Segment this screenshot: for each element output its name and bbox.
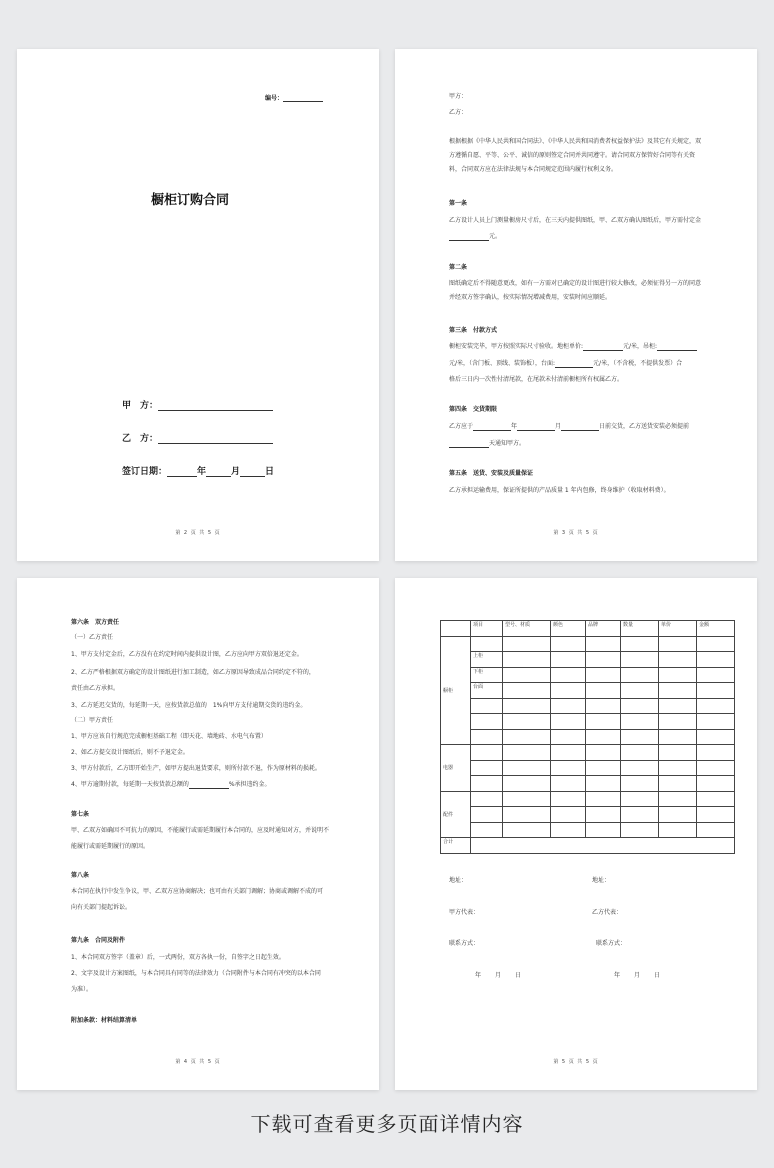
table-cell [551, 822, 586, 838]
table-cell [659, 822, 697, 838]
day-label: 日 [654, 972, 661, 979]
table-cell [659, 807, 697, 823]
contact-a: 联系方式： [449, 940, 480, 947]
text-span: 天通知甲方。 [489, 440, 526, 447]
article-9-title: 第九条 合同及附件 [71, 937, 126, 944]
article-4-title: 第四条 交货期限 [449, 406, 498, 413]
table-cell [621, 822, 659, 838]
article-1-line-2 [449, 233, 501, 241]
party-b-line: 乙方： [449, 109, 468, 116]
table-cell [659, 652, 697, 668]
table-cell [586, 636, 621, 652]
table-cell [586, 822, 621, 838]
table-cell [551, 745, 586, 761]
sub-party-b-duty: （一）乙方责任 [71, 634, 114, 641]
date-a [475, 972, 521, 980]
table-cell [503, 791, 551, 807]
table-cell [659, 745, 697, 761]
article-8-title: 第八条 [71, 872, 90, 879]
table-cell [586, 776, 621, 792]
table-cell [503, 698, 551, 714]
table-row [441, 822, 735, 838]
table-cell [586, 652, 621, 668]
sign-date-field [122, 464, 274, 477]
table-cell [659, 729, 697, 745]
table-header: 金额 [697, 621, 735, 637]
contract-page-4 [17, 578, 379, 1090]
table-cell [659, 791, 697, 807]
table-cell [471, 807, 503, 823]
table-cell [503, 807, 551, 823]
day-label: 日 [515, 972, 522, 979]
download-caption: 下载可查看更多页面详情内容 [250, 1112, 524, 1136]
table-cell [621, 636, 659, 652]
sub-lower: 下柜 [471, 667, 503, 683]
year-label: 年 [475, 972, 482, 979]
sub-upper: 上柜 [471, 652, 503, 668]
table-cell [551, 760, 586, 776]
table-row [441, 652, 735, 668]
contact-b: 联系方式： [596, 940, 627, 947]
table-cell [551, 776, 586, 792]
text-span: 年 [511, 423, 518, 430]
contract-page-3 [395, 49, 757, 561]
table-cell [471, 791, 503, 807]
address-a: 地址： [449, 877, 468, 884]
table-header: 数量 [621, 621, 659, 637]
table-cell [659, 776, 697, 792]
date-b [614, 972, 660, 980]
day-label: 日 [265, 467, 275, 477]
materials-table [440, 620, 735, 854]
group-cabinet: 橱柜 [441, 636, 471, 745]
table-cell [471, 714, 503, 730]
sign-date-label: 签订日期： [122, 467, 168, 477]
table-cell [503, 776, 551, 792]
table-row [441, 636, 735, 652]
yuan-label: 元。 [489, 233, 502, 240]
duty-a-1: 1、甲方应该自行规范完成橱柜基础工程（即天花、墙地砖、水电气布置） [71, 733, 267, 740]
party-b-field [122, 431, 273, 444]
article-7-line-1: 甲、乙双方如确因不可抗力的原因，不能履行或需延期履行本合同的，应及时通知对方，并说明不 [71, 827, 330, 834]
table-row [441, 714, 735, 730]
table-cell [621, 683, 659, 699]
duty-b-2a: 2、乙方严格根据双方确定的设计图纸进行加工制造，如乙方原因导致成品合同约定不符的， [71, 669, 315, 676]
table-cell [551, 698, 586, 714]
article-7-line-2: 能履行或需延期履行的原因。 [71, 843, 150, 850]
table-cell [659, 683, 697, 699]
table-cell [503, 822, 551, 838]
number-label: 编号： [265, 95, 284, 102]
table-cell [621, 652, 659, 668]
year-label: 年 [614, 972, 621, 979]
duty-b-3: 3、乙方延迟交货的，每延期一天，应按货款总值的 1%向甲方支付逾期交货的违约金。 [71, 702, 307, 709]
table-cell [471, 698, 503, 714]
table-cell [659, 714, 697, 730]
contract-title: 橱柜订购合同 [151, 193, 230, 208]
table-row [441, 745, 735, 761]
table-row [441, 760, 735, 776]
table-cell [551, 807, 586, 823]
table-cell [551, 714, 586, 730]
page-footer: 第 4 页 共 5 页 [175, 1059, 221, 1065]
text-span: %承担违约金。 [228, 781, 271, 788]
table-cell [551, 636, 586, 652]
party-a-line: 甲方： [449, 93, 468, 100]
text-span: 元/米，（不含税，不提供发票）合 [593, 360, 683, 367]
contract-number [265, 93, 323, 102]
table-cell [551, 667, 586, 683]
table-cell [697, 683, 735, 699]
article-3-line-1 [449, 343, 697, 351]
total-label: 合计 [441, 838, 471, 854]
intro-paragraph: 根据根据《中华人民共和国合同法》、《中华人民共和国消费者权益保护法》及其它有关规定，双方遵循自愿、平等、公平、诚信的原则签定合同并共同遵守。请合同双方保管好合同等有关资料，合同双方应在法律法规与本合同规定范围内履行权利义务。 [449, 138, 702, 173]
contract-cover-page [17, 49, 379, 561]
duty-a-2: 2、如乙方提交设计图纸后，则不予退定金。 [71, 749, 189, 756]
party-b-label: 乙 方： [122, 434, 159, 444]
page-footer: 第 2 页 共 5 页 [175, 530, 221, 536]
article-4-line-1 [449, 423, 689, 431]
year-label: 年 [197, 467, 207, 477]
month-label: 月 [495, 972, 502, 979]
table-cell [503, 760, 551, 776]
text-span: 元/米，（含门板、顶线、装饰板），台面: [449, 360, 556, 367]
table-cell [697, 636, 735, 652]
table-cell [503, 729, 551, 745]
duty-b-2b: 责任由乙方承担。 [71, 685, 120, 692]
party-a-label: 甲 方： [122, 401, 159, 411]
table-cell [551, 652, 586, 668]
table-row [441, 667, 735, 683]
duty-a-3: 3、甲方付款后，乙方即开始生产，如甲方提出退货要求，则所付款不退，作为原材料的损耗。 [71, 765, 321, 772]
table-header: 单价 [659, 621, 697, 637]
table-cell [697, 776, 735, 792]
table-cell [697, 807, 735, 823]
article-8-line-2: 向有关部门提起诉讼。 [71, 904, 132, 911]
table-cell [471, 838, 735, 854]
table-cell [586, 745, 621, 761]
table-cell [659, 698, 697, 714]
table-cell [697, 698, 735, 714]
table-cell [586, 683, 621, 699]
page-footer: 第 3 页 共 5 页 [553, 530, 599, 536]
table-cell [621, 714, 659, 730]
table-cell [697, 822, 735, 838]
text-span: 乙方应于 [449, 423, 474, 430]
article-9-line-2a: 2、文字及设计方案图纸，与本合同具有同等的法律效力（合同附件与本合同有冲突的以本合同 [71, 970, 321, 977]
table-cell [551, 683, 586, 699]
table-cell [621, 698, 659, 714]
article-2-title: 第二条 [449, 264, 468, 271]
address-b: 地址： [592, 877, 611, 884]
table-cell [586, 791, 621, 807]
table-cell [503, 745, 551, 761]
table-cell [621, 760, 659, 776]
table-cell [441, 621, 471, 637]
table-cell [621, 729, 659, 745]
table-cell [621, 807, 659, 823]
article-7-title: 第七条 [71, 811, 90, 818]
article-1-title: 第一条 [449, 200, 468, 207]
month-label: 月 [634, 972, 641, 979]
table-header-row [441, 621, 735, 637]
contract-page-5 [395, 578, 757, 1090]
sub-party-a-duty: （二）甲方责任 [71, 717, 114, 724]
table-cell [503, 714, 551, 730]
table-cell [586, 667, 621, 683]
text-span: 4、甲方逾期付款，每延期一天按货款总额的 [71, 781, 189, 788]
article-3-line-2 [449, 360, 682, 368]
table-row [441, 729, 735, 745]
table-cell [697, 667, 735, 683]
table-header: 品牌 [586, 621, 621, 637]
article-8-line-1: 本合同在执行中发生争议，甲、乙双方应协商解决；也可由有关部门调解；协商或调解不成的可 [71, 888, 324, 895]
party-a-field [122, 398, 273, 411]
article-1-line-1: 乙方设计人员上门测量橱房尺寸后，在三天内提供图纸，甲、乙双方确认图纸后，甲方需付定金 [449, 217, 702, 224]
month-label: 月 [231, 467, 241, 477]
article-3-title: 第三条 付款方式 [449, 327, 498, 334]
table-cell [586, 698, 621, 714]
table-cell [471, 636, 503, 652]
article-5-text: 乙方承担运输费用，保证所提供的产品质量 1 年内包修，终身维护（收取材料费）。 [449, 487, 670, 494]
table-cell [697, 714, 735, 730]
table-cell [697, 652, 735, 668]
table-header: 项目 [471, 621, 503, 637]
text-span: 橱柜安装完毕，甲方按照实际尺寸验收。地柜单价: [449, 343, 584, 350]
table-cell [697, 760, 735, 776]
rep-a: 甲方代表： [449, 909, 480, 916]
table-cell [659, 636, 697, 652]
table-cell [503, 667, 551, 683]
article-4-line-2 [449, 440, 525, 448]
table-cell [621, 745, 659, 761]
table-cell [471, 760, 503, 776]
table-cell [471, 822, 503, 838]
table-header: 颜色 [551, 621, 586, 637]
table-row [441, 791, 735, 807]
duty-b-1: 1、甲方支付定金后，乙方没有在约定时间内提供设计图，乙方应向甲方双倍退还定金。 [71, 651, 303, 658]
table-cell [621, 667, 659, 683]
rep-b: 乙方代表： [592, 909, 623, 916]
group-appliance: 电器 [441, 745, 471, 792]
table-header: 型号、材质 [503, 621, 551, 637]
page-footer: 第 5 页 共 5 页 [553, 1059, 599, 1065]
table-cell [471, 745, 503, 761]
text-span: 月 [555, 423, 562, 430]
table-cell [659, 760, 697, 776]
text-span: 日前交货，乙方送货安装必须提前 [599, 423, 690, 430]
article-9-line-2b: 为准）。 [71, 986, 93, 993]
table-cell [586, 714, 621, 730]
table-total-row [441, 838, 735, 854]
sub-top: 台面 [471, 683, 503, 699]
table-cell [697, 745, 735, 761]
table-cell [551, 791, 586, 807]
article-9-line-1: 1、本合同双方签字（盖章）后，一式两份，双方各执一份，自签字之日起生效。 [71, 954, 285, 961]
table-cell [697, 729, 735, 745]
article-5-title: 第五条 送货、安装及质量保证 [449, 470, 534, 477]
table-row [441, 698, 735, 714]
table-cell [471, 729, 503, 745]
text-span: 元/米，吊柜: [623, 343, 658, 350]
table-cell [621, 776, 659, 792]
table-cell [659, 667, 697, 683]
table-cell [586, 807, 621, 823]
table-cell [621, 791, 659, 807]
table-cell [697, 791, 735, 807]
table-cell [503, 636, 551, 652]
article-3-line-3: 格后三日内一次性付清尾款，在尾款未付清前橱柜所有权属乙方。 [449, 376, 624, 383]
table-cell [503, 652, 551, 668]
table-cell [471, 776, 503, 792]
table-row [441, 683, 735, 699]
table-cell [551, 729, 586, 745]
table-cell [586, 729, 621, 745]
table-row [441, 807, 735, 823]
group-parts: 配件 [441, 791, 471, 838]
table-cell [503, 683, 551, 699]
duty-a-4 [71, 781, 271, 789]
table-cell [586, 760, 621, 776]
article-6-title: 第六条 双方责任 [71, 619, 120, 626]
attachment-clause: 附加条款：材料结算清单 [71, 1017, 138, 1024]
table-row [441, 776, 735, 792]
article-2-text: 图纸确定后不得随意更改，如有一方需对已确定的设计图进行较大修改，必须征得另一方的同意并经双方签字确认，按实际情况增减费用，安装时间应顺延。 [449, 280, 702, 301]
